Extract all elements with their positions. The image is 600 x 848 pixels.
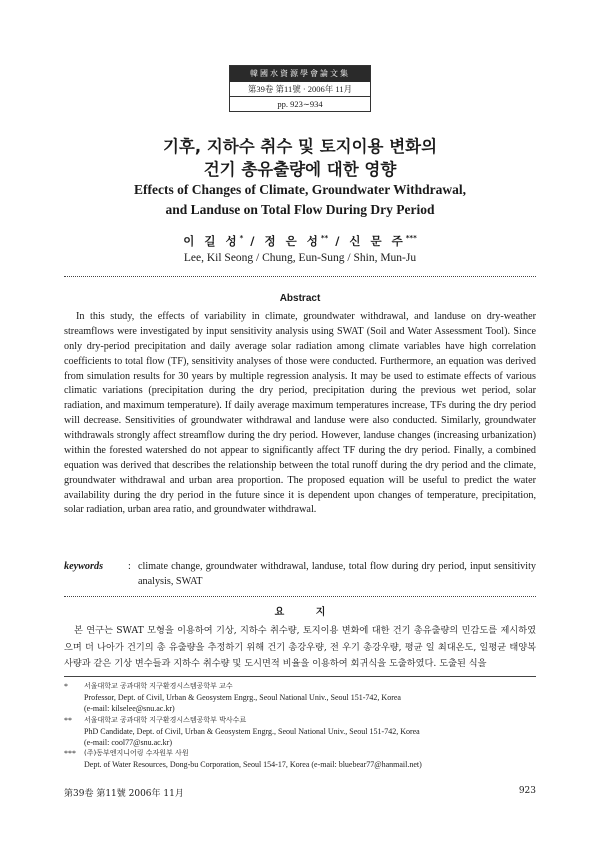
page-number: 923	[518, 786, 536, 796]
footnote-affiliation-en: Professor, Dept. of Civil, Urban & Geosystem Engrg., Seoul National Univ., Seoul 151-742, Korea	[84, 693, 401, 703]
footnote-email: (e-mail: cool77@snu.ac.kr)	[84, 738, 173, 748]
footnote-affiliation-en: PhD Candidate, Dept. of Civil, Urban & Geosystem Engrg., Seoul National Univ., Seoul 151-742, Korea	[84, 726, 420, 736]
footnote-2	[64, 715, 536, 749]
title-english-line-2: and Landuse on Total Flow During Dry Period	[165, 202, 435, 217]
author-1-mark: *	[239, 234, 244, 243]
title-korean-line-2: 건기 총유출량에 대한 영향	[203, 160, 397, 179]
footnote-affiliation-kr: (주)동부엔지니어링 수자원부 사원	[84, 749, 189, 758]
author-2-mark: **	[320, 234, 329, 243]
abstract-heading: Abstract	[279, 293, 321, 304]
footnote-affiliation-kr: 서울대학교 공과대학 지구환경시스템공학부 교수	[84, 682, 233, 690]
footnotes	[64, 681, 536, 771]
korean-abstract-text: 본 연구는 SWAT 모형을 이용하여 기상, 지하수 취수량, 토지이용 변화에 대한 건기 총유출량의 민감도를 제시하였으며 더 나아가 건기의 총 유출량을 추정하기 위해 건기 총강우량, 전 우기 총강우량, 평균 일 최대온도, 일평균 태양복사량과 같은 기상 변수들과 지하수 취수량 및 도시면적 비율을 이용하여 회귀식을 도출하였다. 도출된 식을	[64, 625, 536, 670]
title-english-line-1: Effects of Changes of Climate, Groundwater Withdrawal,	[134, 182, 466, 197]
footnote-email: (e-mail: kilselee@snu.ac.kr)	[84, 704, 175, 714]
author-3-mark: ***	[405, 234, 417, 243]
footnote-mark: *	[64, 682, 68, 691]
footnote-mark: **	[64, 715, 72, 725]
footnote-mark: ***	[64, 749, 76, 759]
journal-volume: 第39卷 第11號 · 2006年 11月	[230, 82, 370, 97]
author-separator: /	[250, 234, 258, 248]
keywords-separator: :	[128, 561, 131, 572]
korean-abstract-heading: 요 지	[274, 607, 340, 618]
abstract-text: In this study, the effects of variability in climate, groundwater withdrawal, and landuse on dry-weather streamflows were investigated by input sensitivity analysis using SWAT (Soil and Water Assessment Tool). Since only dry-period precipitation and daily average solar radiation among climate variables have high correlation coefficients to total flow (TF), sensitivity analyses of those were conducted. Furthermore, an equation was derived from simulation results for 30 years by multiple regression analysis. It may be used to estimate effects of various climatic variations (precipitation during the dry period, precipitation during the previous wet period, solar radiation, and maximum temperature). If daily average maximum temperatures increase, TFs during the dry period will decrease. Sensitivities of groundwater withdrawal and landuse were also conducted. Similarly, groundwater withdrawals strongly affect streamflow during the dry period. However, landuse changes (increasing urbanization) within the forested watershed do not appear to significantly affect TF during the dry period. Finally, a combined equation was derived that describes the relationship between the total runoff during the dry period and the climate, groundwater withdrawal and urban area proportion. The proposed equation will be useful to predict the water availability during the dry period in the future since it is dependent upon changes of temperature, precipitation, solar radiation, urban area ratio, and groundwater withdrawal.	[64, 311, 536, 516]
divider-dotted-top	[64, 276, 536, 277]
footer-journal-issue: 第39卷 第11號 2006年 11月	[64, 789, 184, 799]
keywords-label: keywords	[64, 561, 104, 572]
footnote-affiliation-en: Dept. of Water Resources, Dong-bu Corporation, Seoul 154-17, Korea (e-mail: bluebear77@hanmail.net)	[84, 760, 422, 770]
footnote-1	[64, 681, 536, 715]
footnote-affiliation-kr: 서울대학교 공과대학 지구환경시스템공학부 박사수료	[84, 715, 247, 724]
journal-pages: pp. 923∼934	[277, 99, 323, 109]
divider-dotted-bottom	[64, 596, 536, 597]
author-1-kr: 이 길 성	[183, 234, 240, 248]
footnote-3	[64, 748, 536, 770]
title-korean-line-1: 기후, 지하수 취수 및 토지이용 변화의	[162, 137, 438, 156]
author-2-kr: 정 은 성	[264, 234, 321, 248]
authors-english: Lee, Kil Seong / Chung, Eun-Sung / Shin, Mun-Ju	[183, 252, 417, 264]
journal-info-box	[229, 65, 371, 112]
author-separator: /	[335, 234, 343, 248]
author-3-kr: 신 문 주	[349, 234, 406, 248]
footnote-rule	[64, 676, 536, 677]
journal-name: 韓國水資源學會論文集	[230, 66, 370, 82]
keywords-text: climate change, groundwater withdrawal, landuse, total flow during dry period, input sensitivity analysis, SWAT	[138, 561, 536, 587]
authors-korean	[0, 233, 600, 249]
